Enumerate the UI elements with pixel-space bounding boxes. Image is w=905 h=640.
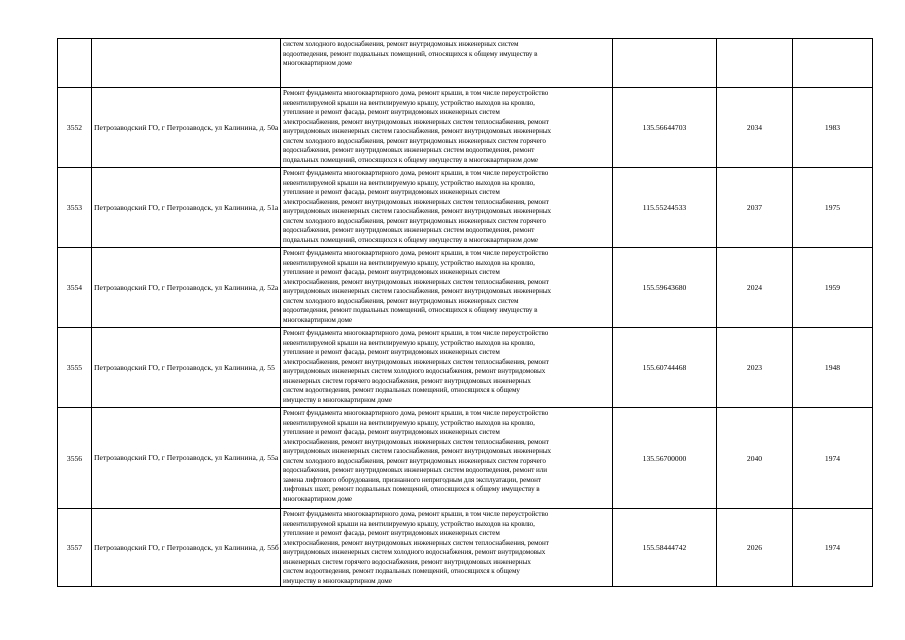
planned-year-cell: 2023 xyxy=(717,328,793,408)
works-line: Ремонт фундамента многоквартирного дома, ремонт крыши, в том числе переустройство xyxy=(283,409,549,417)
works-cell xyxy=(281,328,613,408)
works-line: инженерных систем горячего водоснабжения, ремонт внутридомовых инженерных xyxy=(283,376,531,385)
row-number-cell: 3552 xyxy=(58,88,92,168)
works-line: электроснабжения, ремонт внутридомовых инженерных систем теплоснабжения, ремонт xyxy=(283,117,549,126)
works-cell xyxy=(281,88,613,168)
table-row xyxy=(58,88,873,168)
works-line: водоотведения, ремонт подвальных помещений, относящихся к общему имуществу в xyxy=(283,49,538,58)
works-line: внутридомовых инженерных систем газоснабжения, ремонт внутридомовых инженерных xyxy=(283,127,552,135)
address-cell: Петрозаводский ГО, г Петрозаводск, ул Калинина, д. 55б xyxy=(92,509,281,587)
works-line: водоснабжения, ремонт внутридомовых инженерных систем водоотведения, ремонт xyxy=(283,146,535,154)
build-year-cell: 1974 xyxy=(793,408,873,509)
table-row xyxy=(58,168,873,248)
works-line: систем водоотведения, ремонт подвальных помещений, относящихся к общему xyxy=(283,386,520,394)
address-cell: Петрозаводский ГО, г Петрозаводск, ул Калинина, д. 55 xyxy=(92,328,281,408)
works-line: Ремонт фундамента многоквартирного дома, ремонт крыши, в том числе переустройство xyxy=(283,169,549,177)
build-year-cell: 1983 xyxy=(793,88,873,168)
planned-year-cell: 2040 xyxy=(717,408,793,509)
works-line: электроснабжения, ремонт внутридомовых инженерных систем теплоснабжения, ремонт xyxy=(283,538,549,547)
planned-year-cell: 2026 xyxy=(717,509,793,587)
cost-cell: 155.60744468 xyxy=(613,328,717,408)
planned-year-cell xyxy=(717,39,793,88)
table-row xyxy=(58,39,873,88)
row-number-cell: 3553 xyxy=(58,168,92,248)
works-cell xyxy=(281,408,613,509)
row-number-cell: 3556 xyxy=(58,408,92,509)
works-line: водоотведения, ремонт подвальных помещений, относящихся к общему имуществу в xyxy=(283,306,538,314)
row-number-cell: 3554 xyxy=(58,248,92,328)
housing-repair-table xyxy=(57,38,873,587)
works-cell xyxy=(281,39,613,88)
works-line: систем холодного водоснабжения, ремонт внутридомовых инженерных систем xyxy=(283,296,519,305)
works-line: систем холодного водоснабжения, ремонт внутридомовых инженерных систем xyxy=(283,40,519,48)
cost-cell xyxy=(613,39,717,88)
works-line: систем водоотведения, ремонт подвальных помещений, относящихся к общему xyxy=(283,567,520,575)
works-cell xyxy=(281,509,613,587)
works-line: электроснабжения, ремонт внутридомовых инженерных систем теплоснабжения, ремонт xyxy=(283,437,549,446)
works-line: невентилируемой крыши на вентилируемую крышу, устройство выходов на кровлю, xyxy=(283,258,535,267)
works-line: утепление и ремонт фасада, ремонт внутридомовых инженерных систем xyxy=(283,268,500,276)
works-line: электроснабжения, ремонт внутридомовых инженерных систем теплоснабжения, ремонт xyxy=(283,197,549,206)
row-number-cell: 3555 xyxy=(58,328,92,408)
table-row xyxy=(58,509,873,587)
works-line: многоквартирном доме xyxy=(283,315,352,324)
address-cell xyxy=(92,39,281,88)
works-line: невентилируемой крыши на вентилируемую крышу, устройство выходов на кровлю, xyxy=(283,338,535,347)
works-line: утепление и ремонт фасада, ремонт внутридомовых инженерных систем xyxy=(283,428,500,436)
works-line: электроснабжения, ремонт внутридомовых инженерных систем теплоснабжения, ремонт xyxy=(283,277,549,286)
works-line: Ремонт фундамента многоквартирного дома, ремонт крыши, в том числе переустройство xyxy=(283,249,549,257)
cost-cell: 155.58444742 xyxy=(613,509,717,587)
works-line: внутридомовых инженерных систем газоснабжения, ремонт внутридомовых инженерных xyxy=(283,207,552,215)
works-line: внутридомовых инженерных систем холодного водоснабжения, ремонт внутридомовых xyxy=(283,367,546,375)
works-line: Ремонт фундамента многоквартирного дома, ремонт крыши, в том числе переустройство xyxy=(283,510,549,518)
planned-year-cell: 2024 xyxy=(717,248,793,328)
works-line: утепление и ремонт фасада, ремонт внутридомовых инженерных систем xyxy=(283,108,500,116)
build-year-cell xyxy=(793,39,873,88)
works-line: многоквартирном доме xyxy=(283,59,352,67)
works-cell xyxy=(281,248,613,328)
address-cell: Петрозаводский ГО, г Петрозаводск, ул Калинина, д. 55а xyxy=(92,408,281,509)
works-line: электроснабжения, ремонт внутридомовых инженерных систем теплоснабжения, ремонт xyxy=(283,357,549,366)
cost-cell: 115.55244533 xyxy=(613,168,717,248)
works-line: утепление и ремонт фасада, ремонт внутридомовых инженерных систем xyxy=(283,348,500,356)
works-line: невентилируемой крыши на вентилируемую крышу, устройство выходов на кровлю, xyxy=(283,519,535,528)
planned-year-cell: 2034 xyxy=(717,88,793,168)
works-line: многоквартирном доме xyxy=(283,494,352,503)
build-year-cell: 1948 xyxy=(793,328,873,408)
works-line: инженерных систем горячего водоснабжения, ремонт внутридомовых инженерных xyxy=(283,557,531,566)
build-year-cell: 1975 xyxy=(793,168,873,248)
works-line: систем холодного водоснабжения, ремонт внутридомовых инженерных систем горячего xyxy=(283,456,546,465)
works-line: замена лифтового оборудования, признанного непригодным для эксплуатации, ремонт xyxy=(283,475,541,484)
cost-cell: 135.56700000 xyxy=(613,408,717,509)
works-line: водоснабжения, ремонт внутридомовых инженерных систем водоотведения, ремонт или xyxy=(283,466,547,474)
table-row xyxy=(58,248,873,328)
address-cell: Петрозаводский ГО, г Петрозаводск, ул Калинина, д. 51а xyxy=(92,168,281,248)
works-line: Ремонт фундамента многоквартирного дома, ремонт крыши, в том числе переустройство xyxy=(283,329,549,337)
works-line: систем холодного водоснабжения, ремонт внутридомовых инженерных систем горячего xyxy=(283,216,546,225)
row-number-cell: 3557 xyxy=(58,509,92,587)
address-cell: Петрозаводский ГО, г Петрозаводск, ул Калинина, д. 50а xyxy=(92,88,281,168)
works-line: имуществу в многоквартирном доме xyxy=(283,576,392,585)
works-line: внутридомовых инженерных систем газоснабжения, ремонт внутридомовых инженерных xyxy=(283,287,552,295)
works-line: невентилируемой крыши на вентилируемую крышу, устройство выходов на кровлю, xyxy=(283,178,535,187)
cost-cell: 135.56644703 xyxy=(613,88,717,168)
planned-year-cell: 2037 xyxy=(717,168,793,248)
works-line: невентилируемой крыши на вентилируемую крышу, устройство выходов на кровлю, xyxy=(283,98,535,107)
works-line: лифтовых шахт, ремонт подвальных помещений, относящихся к общему имуществу в xyxy=(283,485,540,493)
table-body xyxy=(58,39,873,587)
works-line: утепление и ремонт фасада, ремонт внутридомовых инженерных систем xyxy=(283,529,500,537)
works-line: невентилируемой крыши на вентилируемую крышу, устройство выходов на кровлю, xyxy=(283,418,535,427)
works-cell xyxy=(281,168,613,248)
works-line: подвальных помещений, относящихся к общему имуществу в многоквартирном доме xyxy=(283,235,538,244)
address-cell: Петрозаводский ГО, г Петрозаводск, ул Калинина, д. 52а xyxy=(92,248,281,328)
works-line: утепление и ремонт фасада, ремонт внутридомовых инженерных систем xyxy=(283,188,500,196)
works-line: подвальных помещений, относящихся к общему имуществу в многоквартирном доме xyxy=(283,155,538,164)
works-line: водоснабжения, ремонт внутридомовых инженерных систем водоотведения, ремонт xyxy=(283,226,535,234)
works-line: имуществу в многоквартирном доме xyxy=(283,395,392,404)
works-line: систем холодного водоснабжения, ремонт внутридомовых инженерных систем горячего xyxy=(283,136,546,145)
cost-cell: 155.59643680 xyxy=(613,248,717,328)
row-number-cell xyxy=(58,39,92,88)
build-year-cell: 1959 xyxy=(793,248,873,328)
works-line: внутридомовых инженерных систем холодного водоснабжения, ремонт внутридомовых xyxy=(283,548,546,556)
build-year-cell: 1974 xyxy=(793,509,873,587)
table-row xyxy=(58,408,873,509)
works-line: внутридомовых инженерных систем газоснабжения, ремонт внутридомовых инженерных xyxy=(283,447,552,455)
works-line: Ремонт фундамента многоквартирного дома, ремонт крыши, в том числе переустройство xyxy=(283,89,549,97)
table-row xyxy=(58,328,873,408)
